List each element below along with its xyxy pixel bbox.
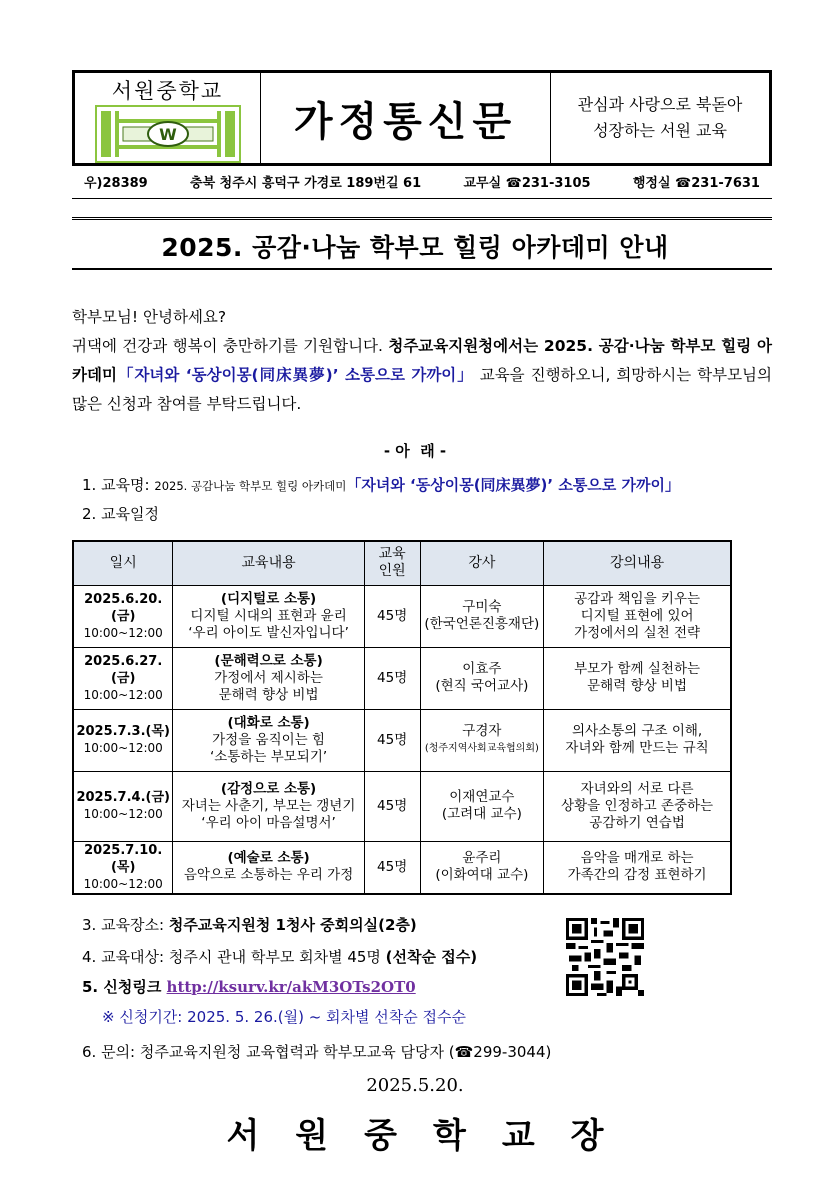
table-row (73, 585, 731, 647)
item1-program: 2025. 공감나눔 학부모 힐링 아카데미 (154, 479, 347, 493)
item-contact (82, 1041, 551, 1062)
header-people: 교육 인원 (364, 541, 420, 585)
session-description: 공감하기 연습법 (589, 814, 685, 831)
session-topic: (대화로 소통) (227, 714, 310, 731)
session-date: 2025.6.27.(금) (84, 653, 163, 686)
session-topic: (디지털로 소통) (220, 590, 317, 607)
admin-office-phone: 행정실 ☎231-7631 (632, 176, 760, 191)
session-description: 가정에서의 실천 전략 (574, 624, 701, 641)
table-row (73, 647, 731, 709)
logo-letter: W (158, 125, 177, 144)
header-lecturer: 강사 (420, 541, 544, 585)
session-content: ‘우리 아이 마음설명서’ (201, 814, 336, 831)
intro-text: 귀댁에 건강과 행복이 충만하기를 기원합니다. (72, 337, 389, 355)
session-description: 자녀와 함께 만드는 규칙 (565, 740, 709, 756)
session-people: 45명 (364, 841, 420, 894)
item4-label: 4. 교육대상: 청주시 관내 학부모 회차별 45명 (82, 948, 386, 966)
session-date: 2025.7.3.(목) (76, 724, 170, 739)
title-bottom-rule (72, 268, 772, 270)
address-line (72, 172, 772, 191)
notice-heading: - 아 래 - (383, 442, 447, 460)
session-content: ‘우리 아이도 발신자입니다’ (188, 624, 349, 641)
session-time: 10:00~12:00 (83, 625, 163, 640)
session-content: 자녀는 사춘기, 부모는 갱년기 (181, 797, 356, 814)
school-logo-icon (95, 105, 241, 163)
session-date: 2025.7.10.(목) (84, 842, 163, 875)
apply-period: ※ 신청기간: 2025. 5. 26.(월) ~ 회차별 선착순 접수순 (102, 1008, 467, 1026)
item-link (82, 976, 416, 997)
session-people: 45명 (364, 647, 420, 709)
lecturer-affiliation: (고려대 교수) (441, 806, 522, 822)
item-venue (82, 914, 417, 935)
contact-phone: ☎299-3044 (454, 1043, 546, 1061)
session-people: 45명 (364, 771, 420, 841)
title-block (261, 73, 551, 163)
newsletter-header (72, 70, 772, 166)
item-target (82, 946, 477, 967)
session-description: 자녀와의 서로 다른 (580, 780, 694, 797)
divider (72, 198, 772, 199)
title-top-rule (72, 217, 772, 218)
session-date: 2025.7.4.(금) (76, 790, 170, 805)
item6-close: ) (545, 1043, 552, 1061)
session-description: 디지털 표현에 있어 (580, 607, 694, 624)
session-content: 음악으로 소통하는 우리 가정 (183, 867, 354, 883)
session-description: 상황을 인정하고 존중하는 (561, 797, 714, 814)
lecturer-name: 구경자 (462, 723, 502, 739)
postal-code: 우)28389 (84, 176, 148, 191)
item6-label: 6. 문의: 청주교육지원청 교육협력과 학부모교육 담당자 ( (82, 1043, 455, 1061)
table-row (73, 709, 731, 771)
slogan-line2: 성장하는 서원 교육 (593, 121, 727, 140)
session-time: 10:00~12:00 (83, 741, 163, 755)
session-description: 공감과 책임을 키우는 (574, 590, 701, 607)
street-address: 충북 청주시 흥덕구 가경로 189번길 61 (190, 176, 422, 191)
session-description: 의사소통의 구조 이해, (571, 723, 703, 739)
page-title: 2025. 공감·나눔 학부모 힐링 아카데미 안내 (161, 233, 669, 262)
item3-label: 3. 교육장소: (82, 916, 169, 934)
intro-body (72, 332, 772, 419)
school-block (75, 73, 261, 163)
greeting: 학부모님! 안녕하세요? (72, 308, 227, 326)
session-people: 45명 (364, 709, 420, 771)
program-name: 「자녀와 ‘동상이몽(同床異夢)’ 소통으로 가까이」 (116, 366, 474, 384)
session-time: 10:00~12:00 (83, 876, 163, 891)
session-description: 부모가 함께 실천하는 (574, 661, 701, 677)
lecturer-affiliation: (이화여대 교수) (435, 867, 529, 883)
header-date: 일시 (73, 541, 173, 585)
session-content: 가정을 움직이는 힘 (212, 731, 326, 748)
teacher-office-phone: 교무실 ☎231-3105 (463, 176, 591, 191)
session-date: 2025.6.20.(금) (84, 591, 163, 624)
session-time: 10:00~12:00 (83, 687, 163, 702)
session-content: 가정에서 제시하는 (214, 669, 323, 686)
item-schedule-label: 2. 교육일정 (82, 505, 160, 523)
item1-label: 1. 교육명: (82, 476, 155, 494)
session-topic: (예술로 소통) (227, 850, 310, 866)
item-education-name (82, 474, 680, 495)
lecturer-name: 이재연교수 (449, 789, 515, 805)
lecturer-affiliation: (현직 국어교사) (435, 678, 529, 694)
slogan-line1: 관심과 사랑으로 북돋아 (577, 95, 743, 114)
lecturer-name: 윤주리 (462, 850, 502, 866)
session-content: 디지털 시대의 표현과 윤리 (190, 607, 347, 624)
slogan-block (551, 73, 769, 163)
school-name: 서원중학교 (111, 79, 224, 103)
session-time: 10:00~12:00 (83, 807, 163, 821)
header-content: 교육내용 (173, 541, 364, 585)
intro-paragraph (72, 303, 772, 419)
table-row (73, 771, 731, 841)
item4-value: (선착순 접수) (385, 948, 478, 966)
session-people: 45명 (364, 585, 420, 647)
schedule-table (72, 540, 732, 895)
lecturer-name: 구미숙 (462, 599, 502, 615)
item5-label: 5. 신청링크 (82, 978, 167, 996)
lecturer-name: 이효주 (462, 661, 502, 677)
table-row (73, 841, 731, 894)
session-description: 문해력 향상 비법 (587, 678, 688, 694)
session-description: 음악을 매개로 하는 (580, 850, 694, 866)
newsletter-title: 가정통신문 (293, 98, 518, 145)
session-content: ‘소통하는 부모되기’ (209, 748, 328, 765)
lecturer-affiliation: (한국언론진흥재단) (424, 616, 540, 632)
item1-title: 「자녀와 ‘동상이몽(同床異夢)’ 소통으로 가까이」 (346, 476, 680, 494)
header-description: 강의내용 (544, 541, 731, 585)
intro-ending: 교육을 진행하오니, 희망하시는 학부모님의 많은 신청과 참여를 부탁드립니다. (72, 366, 772, 413)
session-topic: (문해력으로 소통) (214, 652, 323, 669)
intro-bold: 청주교육지원청에서는 2025. 공감·나눔 학부모 힐링 아카데미 (72, 337, 772, 384)
item3-value: 청주교육지원청 1청사 중회의실(2층) (168, 916, 417, 934)
principal-signature: 서원중학교장 (226, 1116, 640, 1156)
session-description: 가족간의 감정 표현하기 (567, 867, 707, 883)
session-topic: (감정으로 소통) (220, 780, 317, 797)
issue-date: 2025.5.20. (366, 1075, 464, 1096)
apply-link[interactable]: http://ksurv.kr/akM3OTs2OT0 (166, 978, 416, 996)
title-top-rule-2 (72, 219, 772, 220)
session-content: 문해력 향상 비법 (218, 686, 319, 703)
table-header-row (73, 541, 731, 585)
lecturer-affiliation: (청주지역사회교육협의회) (424, 743, 539, 754)
qr-code-icon[interactable] (566, 918, 644, 996)
